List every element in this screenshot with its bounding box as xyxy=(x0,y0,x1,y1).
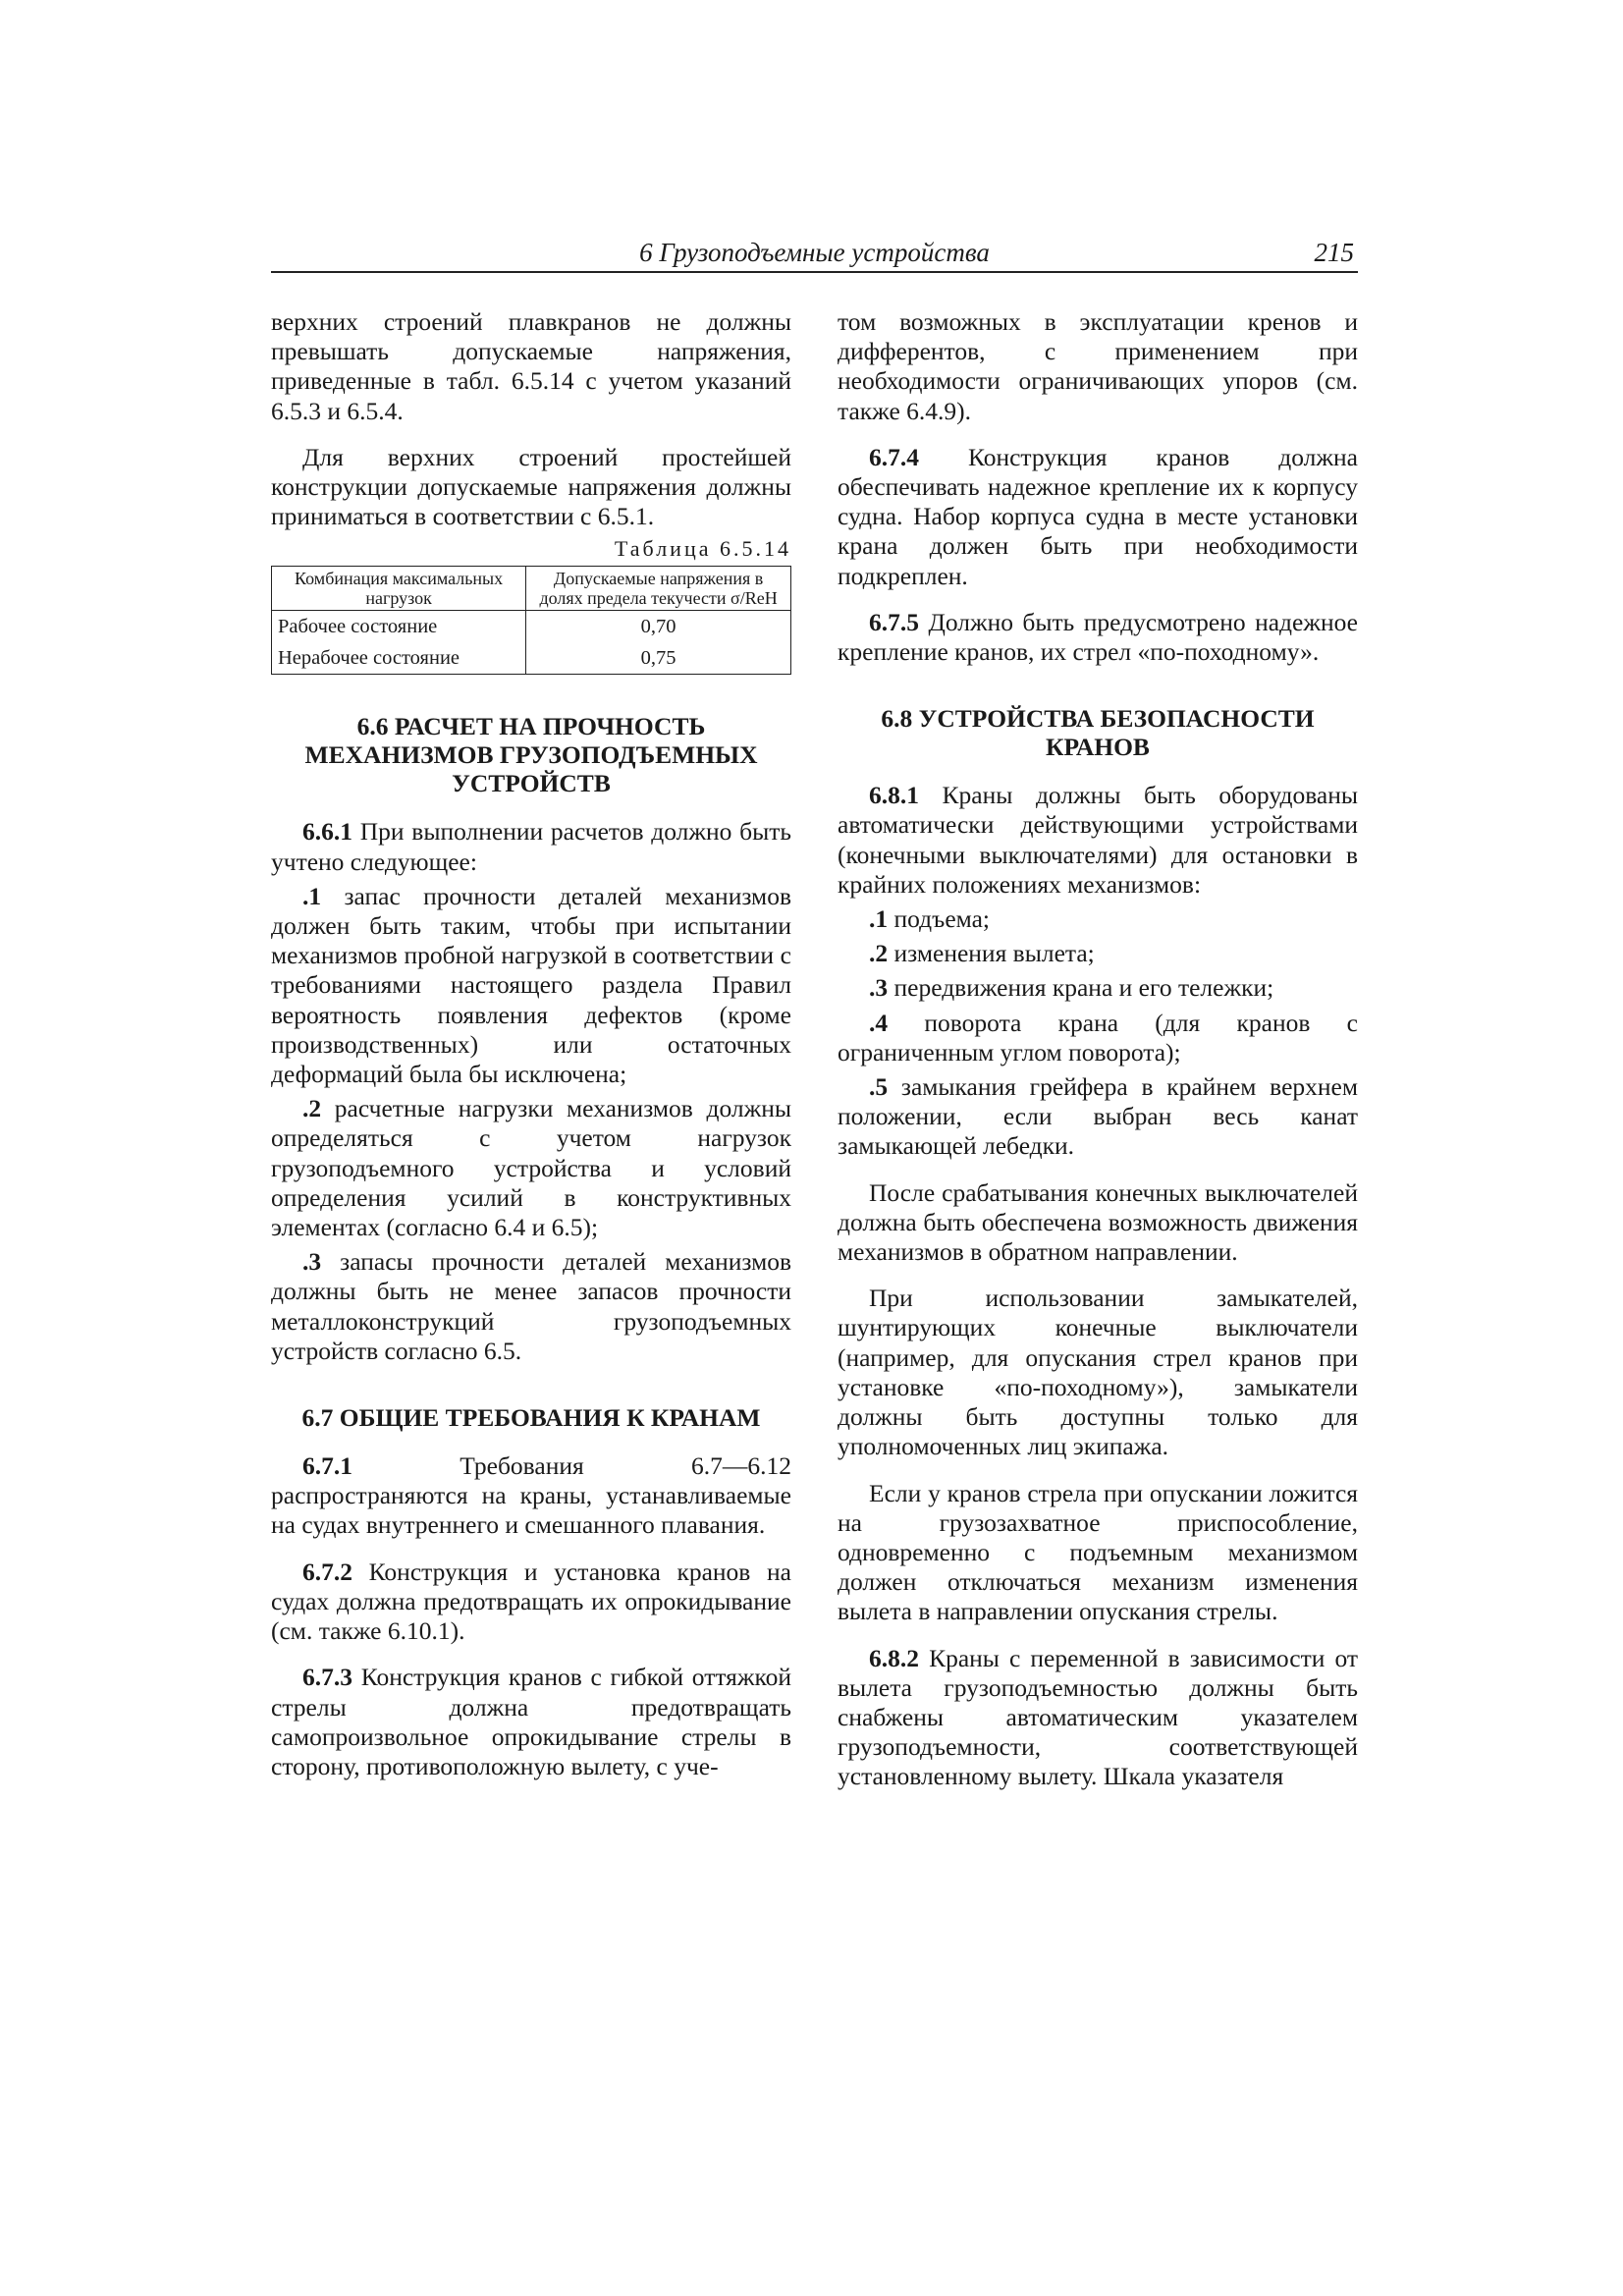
clause-number: 6.7.4 xyxy=(869,442,919,471)
table-cell-label: Нерабочее состояние xyxy=(272,642,526,675)
item-text: поворота крана (для кранов с ограниченным углом поворота); xyxy=(838,1008,1358,1066)
item-text: запасы прочности деталей механизмов должны быть не менее запасов прочности металлоконструкций грузоподъемных устройств согласно 6.5. xyxy=(271,1247,791,1365)
item-number: .5 xyxy=(869,1072,889,1102)
clause-text: Должно быть предусмотрено надежное крепление кранов, их стрел «по-походному». xyxy=(838,607,1358,667)
list-item xyxy=(838,939,1358,968)
paragraph-boom-lowering: Если у кранов стрела при опускании ложится на грузозахватное приспособление, одновременно с подъемным механизмом должен отключаться механизм изменения вылета в направлении опускания стрелы. xyxy=(838,1478,1358,1626)
clause-text: Конструкция и установка кранов на судах должна предотвращать их опрокидывание (см. также 6.10.1). xyxy=(271,1557,791,1646)
paragraph-continued: верхних строений плавкранов не должны превышать допускаемые напряжения, приведенные в табл. 6.5.14 с учетом указаний 6.5.3 и 6.5.4. xyxy=(271,307,791,425)
table-cell-value: 0,70 xyxy=(526,611,791,643)
item-number: .3 xyxy=(302,1247,322,1277)
list-item xyxy=(838,973,1358,1003)
item-number: .1 xyxy=(869,904,889,934)
clause-text: Конструкция кранов с гибкой оттяжкой стрелы должна предотвращать самопроизвольное опрокидывание стрелы в сторону, противоположную вылету, с уче- xyxy=(271,1663,791,1780)
table-header-allowable-stress: Допускаемые напряжения в долях предела текучести σ/RеН xyxy=(526,567,791,611)
clause-number: 6.7.3 xyxy=(302,1663,352,1692)
item-number: .1 xyxy=(302,881,322,910)
item-number: .2 xyxy=(302,1094,322,1123)
clause-number: 6.6.1 xyxy=(302,817,352,847)
table-header-load-combination: Комбинация максимальных нагрузок xyxy=(272,567,526,611)
item-text: запас прочности деталей механизмов должен быть таким, чтобы при испытании механизмов пробной нагрузкой в соответствии с требованиями настоящего раздела Правил вероятность появления дефектов (кроме производственных) или остаточных деформаций была бы исключена; xyxy=(271,881,791,1089)
list-item xyxy=(838,1072,1358,1162)
paragraph-simplest-structures: Для верхних строений простейшей конструкции допускаемые напряжения должны приниматься в соответствии с 6.5.1. xyxy=(271,442,791,531)
allowable-stress-table xyxy=(271,566,791,675)
section-heading-6-8: 6.8 УСТРОЙСТВА БЕЗОПАСНОСТИ КРАНОВ xyxy=(881,704,1315,762)
list-item xyxy=(271,1094,791,1242)
item-text: изменения вылета; xyxy=(888,939,1095,968)
list-item xyxy=(838,1009,1358,1067)
item-number: .3 xyxy=(869,973,889,1003)
paragraph-6-7-4 xyxy=(838,443,1358,591)
clause-text: Краны с переменной в зависимости от вылета грузоподъемностью должны быть снабжены автоматическим указателем грузоподъемности, соответствующей установленному вылету. Шкала указателя xyxy=(838,1643,1358,1791)
paragraph-6-7-3 xyxy=(271,1663,791,1781)
section-heading-6-6: 6.6 РАСЧЕТ НА ПРОЧНОСТЬ МЕХАНИЗМОВ ГРУЗОПОДЪЕМНЫХ УСТРОЙСТВ xyxy=(304,712,758,798)
item-text: замыкания грейфера в крайнем верхнем положении, если выбран весь канат замыкающей лебедки. xyxy=(838,1072,1358,1161)
clause-number: 6.8.1 xyxy=(869,781,919,810)
item-text: передвижения крана и его тележки; xyxy=(888,973,1274,1003)
page-number: 215 xyxy=(1314,238,1354,267)
paragraph-after-limit-switches: После срабатывания конечных выключателей должна быть обеспечена возможность движения механизмов в обратном направлении. xyxy=(838,1177,1358,1267)
item-number: .4 xyxy=(869,1008,889,1037)
table-header-row xyxy=(272,567,791,611)
right-column xyxy=(838,307,1358,1809)
list-item xyxy=(271,882,791,1089)
table-row xyxy=(272,642,791,675)
table-cell-value: 0,75 xyxy=(526,642,791,675)
clause-text: При выполнении расчетов должно быть учтено следующее: xyxy=(271,817,791,876)
item-text: подъема; xyxy=(888,904,991,934)
clause-number: 6.8.2 xyxy=(869,1643,919,1672)
paragraph-6-7-3-continued: том возможных в эксплуатации кренов и дифферентов, с применением при необходимости ограничивающих упоров (см. также 6.4.9). xyxy=(838,307,1358,425)
table-row xyxy=(272,611,791,643)
list-item xyxy=(838,904,1358,934)
item-text: расчетные нагрузки механизмов должны определяться с учетом нагрузок грузоподъемного устройства и условий определения усилий в конструктивных элементах (согласно 6.4 и 6.5); xyxy=(271,1094,791,1242)
clause-text: Конструкция кранов должна обеспечивать надежное крепление их к корпусу судна. Набор корпуса судна в месте установки крана должен быть при необходимости подкреплен. xyxy=(838,442,1358,590)
list-item xyxy=(271,1247,791,1366)
table-caption: Таблица 6.5.14 xyxy=(614,536,791,562)
clause-number: 6.7.1 xyxy=(302,1451,352,1481)
clause-number: 6.7.2 xyxy=(302,1557,352,1586)
clause-number: 6.7.5 xyxy=(869,607,919,636)
header-title: 6 Грузоподъемные устройства xyxy=(639,238,990,267)
paragraph-6-7-1 xyxy=(271,1451,791,1541)
paragraph-6-7-2 xyxy=(271,1558,791,1647)
table-cell-label: Рабочее состояние xyxy=(272,611,526,643)
paragraph-6-8-2 xyxy=(838,1644,1358,1792)
paragraph-6-6-1 xyxy=(271,817,791,876)
paragraph-6-7-5 xyxy=(838,608,1358,667)
paragraph-6-8-1 xyxy=(838,781,1358,900)
clause-text: Требования 6.7—6.12 распространяются на краны, устанавливаемые на судах внутреннего и смешанного плавания. xyxy=(271,1451,791,1540)
section-heading-6-7: 6.7 ОБЩИЕ ТРЕБОВАНИЯ К КРАНАМ xyxy=(301,1403,761,1433)
left-column xyxy=(271,307,791,1798)
item-number: .2 xyxy=(869,939,889,968)
running-header xyxy=(271,236,1358,273)
clause-text: Краны должны быть оборудованы автоматически действующими устройствами (конечными выключателями) для остановки в крайних положениях механизмов: xyxy=(838,781,1358,899)
paragraph-shunting-contactors: При использовании замыкателей, шунтирующих конечные выключатели (например, для опускания стрел кранов при установке «по-походному»), замыкатели должны быть доступны только для уполномоченных лиц экипажа. xyxy=(838,1284,1358,1461)
